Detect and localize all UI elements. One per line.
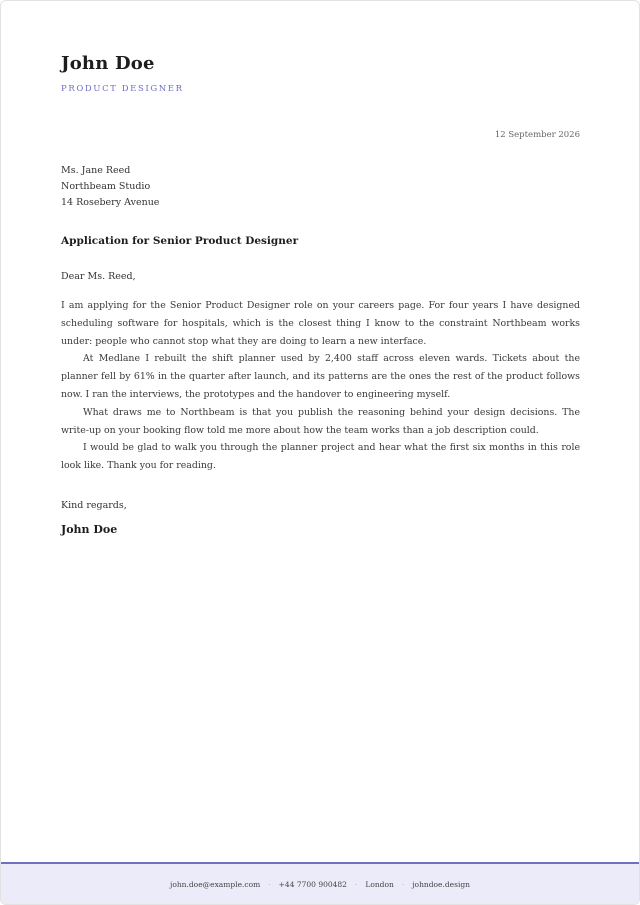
letter-subject: Application for Senior Product Designer	[61, 235, 299, 247]
recipient-address: 14 Rosebery Avenue	[61, 197, 160, 208]
body-paragraph: What draws me to Northbeam is that you publish the reasoning behind your design decisions. The write-up on your booking flow told me more about how the team works than a job description could.	[61, 406, 580, 436]
sender-name: John Doe	[61, 53, 155, 74]
footer-location: London	[365, 879, 394, 889]
footer-email[interactable]: john.doe@example.com	[170, 879, 261, 889]
footer-website[interactable]: johndoe.design	[412, 879, 470, 889]
letter-body	[61, 297, 580, 475]
salutation: Dear Ms. Reed,	[61, 271, 136, 282]
body-paragraph: I am applying for the Senior Product Designer role on your careers page. For four years I have designed scheduling software for hospitals, which is the closest thing I know to the constraint Northbeam works under: people who cannot stop what they are doing to learn a new interface.	[61, 300, 580, 347]
footer-phone[interactable]: +44 7700 900482	[278, 879, 347, 889]
footer-separator: ·	[401, 879, 405, 889]
letter-date: 12 September 2026	[494, 130, 580, 140]
closing: Kind regards,	[61, 500, 127, 511]
recipient-company: Northbeam Studio	[61, 181, 151, 192]
body-paragraph: At Medlane I rebuilt the shift planner used by 2,400 staff across eleven wards. Tickets about the planner fell by 61% in the quarter after launch, and its patterns are the ones the rest of the product follows now. I ran the interviews, the prototypes and the handover to engineering myself.	[61, 353, 580, 400]
contact-footer	[1, 862, 639, 904]
recipient-block	[61, 163, 159, 211]
recipient-name: Ms. Jane Reed	[61, 165, 131, 176]
body-paragraph: I would be glad to walk you through the planner project and hear what the first six months in this role look like. Thank you for reading.	[61, 442, 580, 472]
signature: John Doe	[61, 523, 118, 536]
sender-role: PRODUCT DESIGNER	[61, 84, 184, 94]
footer-separator: ·	[354, 879, 358, 889]
footer-separator: ·	[268, 879, 271, 889]
